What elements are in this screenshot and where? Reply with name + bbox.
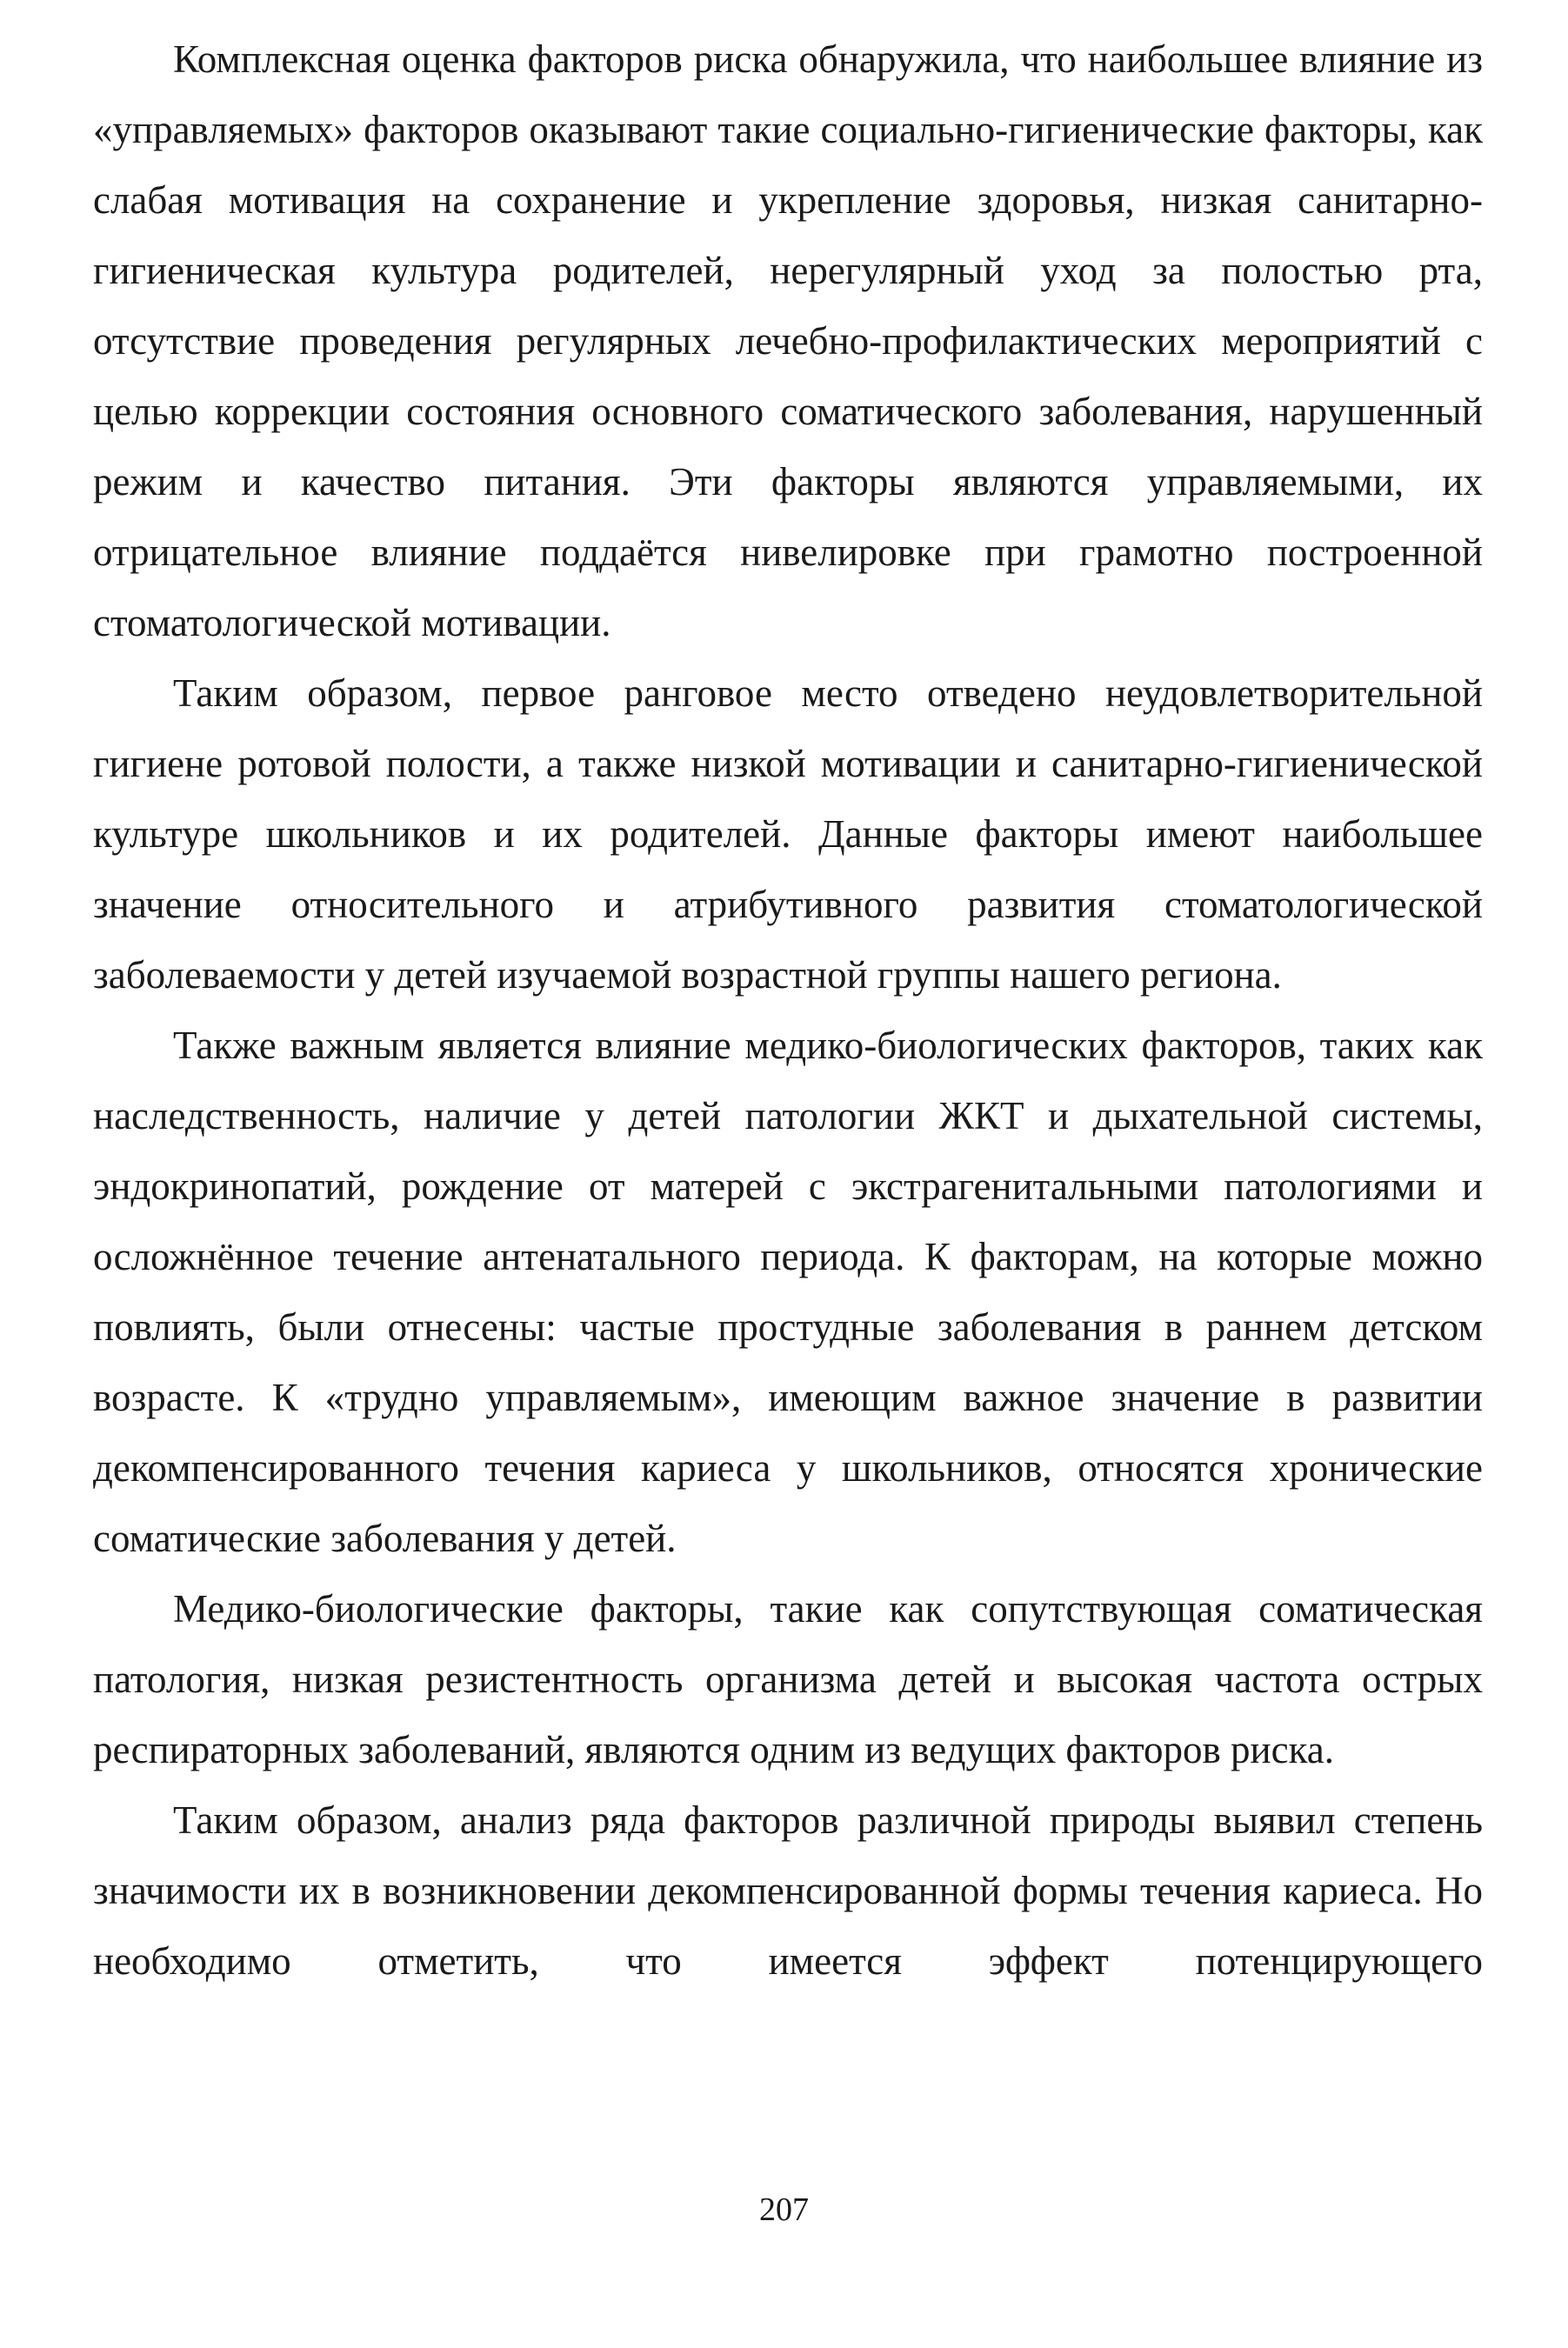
page-number: 207: [759, 2191, 809, 2228]
body-text: [93, 24, 1483, 1997]
paragraph-risk-assessment: Комплексная оценка факторов риска обнаружила, что наибольшее влияние из «управляемых» факторов оказывают такие социально-гигиенические факторы, как слабая мотивация на сохранение и укрепление здоровья, низкая санитарно-гигиеническая культура родителей, нерегулярный уход за полостью рта, отсутствие проведения регулярных лечебно-профилактических мероприятий с целью коррекции состояния основного соматического заболевания, нарушенный режим и качество питания. Эти факторы являются управляемыми, их отрицательное влияние поддаётся нивелировке при грамотно построенной стоматологической мотивации.: [93, 37, 1483, 644]
paragraph-conclusion: Таким образом, анализ ряда факторов различной природы выявил степень значимости их в возникновении декомпенсированной формы течения кариеса. Но необходимо отметить, что имеется эффект потенцирующего: [93, 1798, 1483, 1983]
paragraph-medico-biological: Также важным является влияние медико-биологических факторов, таких как наследственность, наличие у детей патологии ЖКТ и дыхательной системы, эндокринопатий, рождение от матерей с экстрагенитальными патологиями и осложнённое течение антенатального периода. К факторам, на которые можно повлиять, были отнесены: частые простудные заболевания в раннем детском возрасте. К «трудно управляемым», имеющим важное значение в развитии декомпенсированного течения кариеса у школьников, относятся хронические соматические заболевания у детей.: [93, 1024, 1483, 1560]
paragraph-comorbidity: Медико-биологические факторы, такие как сопутствующая соматическая патология, низкая резистентность организма детей и высокая частота острых респираторных заболеваний, являются одним из ведущих факторов риска.: [93, 1587, 1483, 1771]
paragraph-ranking: Таким образом, первое ранговое место отведено неудовлетворительной гигиене ротовой полости, а также низкой мотивации и санитарно-гигиенической культуре школьников и их родителей. Данные факторы имеют наибольшее значение относительного и атрибутивного развития стоматологической заболеваемости у детей изучаемой возрастной группы нашего региона.: [93, 671, 1483, 997]
